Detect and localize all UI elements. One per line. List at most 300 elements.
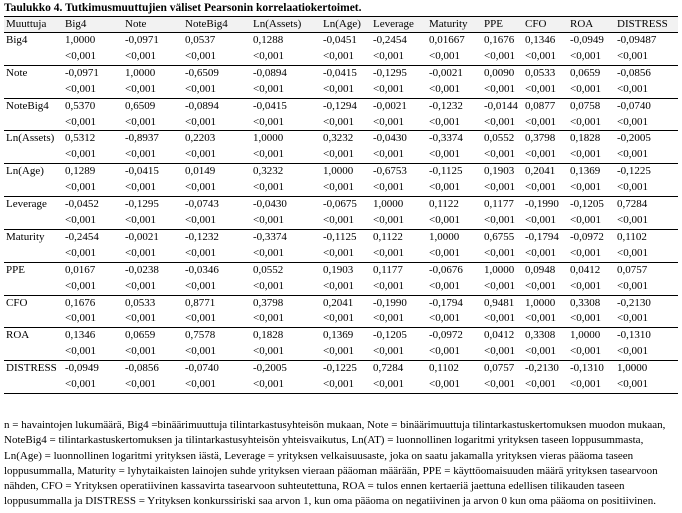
empty-cell xyxy=(4,49,63,65)
correlation-cell: 0,1102 xyxy=(429,362,459,375)
empty-cell xyxy=(4,377,63,393)
column-header: NoteBig4 xyxy=(183,17,251,33)
p-value-cell: <0,001 xyxy=(568,180,615,196)
correlation-cell: -0,0971 xyxy=(65,66,99,79)
correlation-cell: -0,0740 xyxy=(617,99,651,112)
correlation-cell: 0,3308 xyxy=(525,329,556,342)
correlation-cell: 1,0000 xyxy=(484,263,515,276)
p-value-cell: <0,001 xyxy=(183,377,251,393)
p-value-cell: <0,001 xyxy=(371,246,427,262)
correlation-cell: 0,0757 xyxy=(617,263,648,276)
row-label: ROA xyxy=(6,329,30,342)
table-footnote: n = havaintojen lukumäärä, Big4 =binäärimuuttuja tilintarkastusyhteisön mukaan, Note = binäärimuuttuja tilintarkastuskertomuksen muodon mukaan, NoteBig4 = tilintarkastuskertomuksen ja tilintarkastusyhteisön yhteisvaikutus, Ln(AT) = luonnollinen logaritmi yrityksen taseen loppusummasta, Ln(Age) = luonnollinen logaritmi yrityksen iästä, Leverage = yrityksen velkaisuusaste, joka on saatu jakamalla yrityksen vieras pääoma taseen loppusummalla, Maturity = lyhytaikaisten lainojen suhde yrityksen vieraan pääoman määrään, PPE = käyttöomaisuuden määrä yrityksen tasearvoon nähden, CFO = Yrityksen operatiivinen kassavirta tasearvoon suhteutettuna, ROA = tulos ennen kertaeriä jaettuna edellisen tilikauden taseen loppusummalla ja DISTRESS = Yrityksen konkurssiriski saa arvon 1, kun oma pääoma on negatiivinen ja arvon 0 kun oma pääoma on positiivinen. xyxy=(4,418,666,508)
p-value-cell: <0,001 xyxy=(427,344,482,360)
p-value-cell: <0,001 xyxy=(568,213,615,229)
correlation-cell: 0,1676 xyxy=(65,296,96,309)
correlation-cell: 0,1289 xyxy=(65,165,96,178)
column-header: DISTRESS xyxy=(615,17,678,33)
correlation-cell: -0,1125 xyxy=(323,230,357,243)
correlation-cell: 0,0090 xyxy=(484,66,515,79)
p-value-cell: <0,001 xyxy=(123,246,183,262)
p-value-cell: <0,001 xyxy=(482,49,523,65)
p-value-cell: <0,001 xyxy=(371,49,427,65)
p-value-cell: <0,001 xyxy=(523,180,568,196)
p-value-cell: <0,001 xyxy=(615,180,678,196)
correlation-cell: 0,0659 xyxy=(570,66,601,79)
table-row-pvalues xyxy=(4,213,678,229)
correlation-cell: -0,1205 xyxy=(373,329,407,342)
correlation-cell: -0,0949 xyxy=(570,34,604,46)
correlation-cell: 0,7284 xyxy=(373,362,404,375)
correlation-cell: 0,6755 xyxy=(484,230,515,243)
p-value-cell: <0,001 xyxy=(523,344,568,360)
correlation-cell: 0,01667 xyxy=(429,34,465,46)
p-value-cell: <0,001 xyxy=(371,180,427,196)
table-title: Taulukko 4. Tutkimusmuuttujien väliset Pearsonin korrelaatiokertoimet. xyxy=(4,2,362,14)
correlation-cell: -0,0972 xyxy=(429,329,463,342)
p-value-cell: <0,001 xyxy=(371,82,427,98)
column-header: Leverage xyxy=(371,17,427,33)
p-value-cell: <0,001 xyxy=(568,377,615,393)
p-value-cell: <0,001 xyxy=(123,147,183,163)
correlation-cell: 0,1177 xyxy=(373,263,403,276)
correlation-cell: 0,0537 xyxy=(185,34,216,46)
table-row-pvalues xyxy=(4,115,678,131)
p-value-cell: <0,001 xyxy=(321,213,371,229)
p-value-cell: <0,001 xyxy=(321,246,371,262)
correlation-cell: -0,0430 xyxy=(373,132,407,145)
correlation-cell: -0,1125 xyxy=(429,165,463,178)
correlation-cell: -0,0894 xyxy=(253,66,287,79)
row-label: Note xyxy=(6,66,28,79)
p-value-cell: <0,001 xyxy=(123,344,183,360)
correlation-cell: 0,9481 xyxy=(484,296,515,309)
p-value-cell: <0,001 xyxy=(523,147,568,163)
correlation-cell: 0,1828 xyxy=(570,132,601,145)
correlation-cell: -0,1295 xyxy=(373,66,407,79)
p-value-cell: <0,001 xyxy=(482,180,523,196)
p-value-cell: <0,001 xyxy=(251,213,321,229)
table-row-pvalues xyxy=(4,344,678,360)
column-header: Note xyxy=(123,17,183,33)
correlation-cell: 0,1369 xyxy=(323,329,354,342)
correlation-cell: 1,0000 xyxy=(617,362,648,375)
column-header: PPE xyxy=(482,17,523,33)
correlation-cell: 0,0149 xyxy=(185,165,216,178)
table-row xyxy=(4,197,678,213)
correlation-cell: -0,1205 xyxy=(570,198,604,211)
correlation-cell: 0,1102 xyxy=(617,230,647,243)
correlation-cell: -0,0675 xyxy=(323,198,357,211)
correlation-cell: -0,1295 xyxy=(125,198,159,211)
correlation-cell: 0,1903 xyxy=(323,263,354,276)
table-row xyxy=(4,229,678,245)
p-value-cell: <0,001 xyxy=(63,115,123,131)
p-value-cell: <0,001 xyxy=(63,311,123,327)
p-value-cell: <0,001 xyxy=(615,115,678,131)
correlation-cell: -0,1225 xyxy=(323,362,357,375)
p-value-cell: <0,001 xyxy=(615,311,678,327)
correlation-cell: 0,1122 xyxy=(429,198,459,211)
correlation-cell: -0,0452 xyxy=(65,198,99,211)
p-value-cell: <0,001 xyxy=(615,147,678,163)
p-value-cell: <0,001 xyxy=(321,82,371,98)
document xyxy=(4,2,678,510)
p-value-cell: <0,001 xyxy=(568,311,615,327)
correlation-cell: 0,8771 xyxy=(185,296,216,309)
correlation-cell: -0,3374 xyxy=(253,230,287,243)
correlation-cell: 1,0000 xyxy=(65,34,96,46)
correlation-cell: -0,1225 xyxy=(617,165,651,178)
row-label: NoteBig4 xyxy=(6,99,49,112)
correlation-cell: 0,0412 xyxy=(484,329,515,342)
p-value-cell: <0,001 xyxy=(568,246,615,262)
table-row xyxy=(4,131,678,147)
correlation-cell: 0,1369 xyxy=(570,165,601,178)
p-value-cell: <0,001 xyxy=(183,344,251,360)
p-value-cell: <0,001 xyxy=(183,213,251,229)
row-label: DISTRESS xyxy=(6,362,57,375)
p-value-cell: <0,001 xyxy=(371,344,427,360)
correlation-cell: 0,0533 xyxy=(125,296,156,309)
table-row-pvalues xyxy=(4,180,678,196)
p-value-cell: <0,001 xyxy=(123,49,183,65)
table-row-pvalues xyxy=(4,82,678,98)
p-value-cell: <0,001 xyxy=(427,377,482,393)
row-label: Maturity xyxy=(6,230,45,243)
correlation-cell: -0,1990 xyxy=(525,198,559,211)
p-value-cell: <0,001 xyxy=(321,147,371,163)
correlation-cell: -0,2130 xyxy=(617,296,651,309)
p-value-cell: <0,001 xyxy=(321,115,371,131)
correlation-cell: -0,0021 xyxy=(373,99,407,112)
correlation-cell: -0,0972 xyxy=(570,230,604,243)
correlation-cell: -0,0415 xyxy=(125,165,159,178)
correlation-cell: 0,3798 xyxy=(525,132,556,145)
correlation-cell: 0,5370 xyxy=(65,99,96,112)
correlation-cell: -0,1294 xyxy=(323,99,357,112)
p-value-cell: <0,001 xyxy=(63,377,123,393)
p-value-cell: <0,001 xyxy=(123,213,183,229)
correlation-cell: -0,0949 xyxy=(65,362,99,375)
p-value-cell: <0,001 xyxy=(568,147,615,163)
p-value-cell: <0,001 xyxy=(615,82,678,98)
p-value-cell: <0,001 xyxy=(427,213,482,229)
correlation-cell: -0,0415 xyxy=(253,99,287,112)
table-row-pvalues xyxy=(4,377,678,393)
p-value-cell: <0,001 xyxy=(251,82,321,98)
correlation-cell: -0,2130 xyxy=(525,362,559,375)
correlation-cell: -0,0894 xyxy=(185,99,219,112)
p-value-cell: <0,001 xyxy=(63,147,123,163)
p-value-cell: <0,001 xyxy=(482,115,523,131)
p-value-cell: <0,001 xyxy=(523,82,568,98)
correlation-cell: -0,0676 xyxy=(429,263,463,276)
correlation-cell: 0,0552 xyxy=(484,132,515,145)
p-value-cell: <0,001 xyxy=(482,311,523,327)
table-row-pvalues xyxy=(4,246,678,262)
correlation-cell: 1,0000 xyxy=(125,66,156,79)
p-value-cell: <0,001 xyxy=(371,311,427,327)
p-value-cell: <0,001 xyxy=(183,180,251,196)
p-value-cell: <0,001 xyxy=(523,213,568,229)
p-value-cell: <0,001 xyxy=(251,377,321,393)
p-value-cell: <0,001 xyxy=(427,180,482,196)
p-value-cell: <0,001 xyxy=(482,344,523,360)
row-label: Ln(Age) xyxy=(6,165,44,178)
correlation-cell: -0,09487 xyxy=(617,34,657,46)
correlation-cell: 0,1903 xyxy=(484,165,515,178)
p-value-cell: <0,001 xyxy=(251,115,321,131)
correlation-cell: -0,0346 xyxy=(185,263,219,276)
column-header: CFO xyxy=(523,17,568,33)
p-value-cell: <0,001 xyxy=(615,49,678,65)
table-row xyxy=(4,65,678,81)
correlation-cell: 0,6509 xyxy=(125,99,156,112)
empty-cell xyxy=(4,311,63,327)
correlation-cell: 0,0877 xyxy=(525,99,556,112)
table-row xyxy=(4,361,678,377)
p-value-cell: <0,001 xyxy=(482,377,523,393)
p-value-cell: <0,001 xyxy=(251,147,321,163)
correlation-cell: 1,0000 xyxy=(373,198,404,211)
p-value-cell: <0,001 xyxy=(63,180,123,196)
correlation-cell: -0,0144 xyxy=(484,99,518,112)
p-value-cell: <0,001 xyxy=(615,213,678,229)
correlation-table xyxy=(4,16,678,394)
p-value-cell: <0,001 xyxy=(251,279,321,295)
correlation-cell: -0,0856 xyxy=(617,66,651,79)
p-value-cell: <0,001 xyxy=(63,246,123,262)
correlation-cell: -0,3374 xyxy=(429,132,463,145)
p-value-cell: <0,001 xyxy=(371,377,427,393)
p-value-cell: <0,001 xyxy=(568,115,615,131)
p-value-cell: <0,001 xyxy=(251,311,321,327)
column-header: Ln(Age) xyxy=(321,17,371,33)
p-value-cell: <0,001 xyxy=(482,246,523,262)
p-value-cell: <0,001 xyxy=(183,311,251,327)
correlation-cell: -0,2454 xyxy=(65,230,99,243)
correlation-cell: -0,1794 xyxy=(429,296,463,309)
table-row-pvalues xyxy=(4,279,678,295)
p-value-cell: <0,001 xyxy=(251,344,321,360)
column-header: Maturity xyxy=(427,17,482,33)
column-header: Ln(Assets) xyxy=(251,17,321,33)
row-label: Leverage xyxy=(6,198,47,211)
p-value-cell: <0,001 xyxy=(427,246,482,262)
table-row xyxy=(4,328,678,344)
row-label: CFO xyxy=(6,296,28,309)
p-value-cell: <0,001 xyxy=(523,311,568,327)
p-value-cell: <0,001 xyxy=(568,279,615,295)
empty-cell xyxy=(4,344,63,360)
correlation-cell: 0,1288 xyxy=(253,34,284,46)
p-value-cell: <0,001 xyxy=(123,377,183,393)
correlation-cell: 0,1828 xyxy=(253,329,284,342)
correlation-cell: 1,0000 xyxy=(253,132,284,145)
p-value-cell: <0,001 xyxy=(427,311,482,327)
p-value-cell: <0,001 xyxy=(321,180,371,196)
correlation-cell: -0,0743 xyxy=(185,198,219,211)
correlation-cell: -0,2454 xyxy=(373,34,407,46)
p-value-cell: <0,001 xyxy=(568,49,615,65)
correlation-cell: 1,0000 xyxy=(323,165,354,178)
correlation-cell: 1,0000 xyxy=(525,296,556,309)
correlation-cell: -0,0856 xyxy=(125,362,159,375)
p-value-cell: <0,001 xyxy=(63,49,123,65)
empty-cell xyxy=(4,115,63,131)
correlation-cell: 0,0757 xyxy=(484,362,515,375)
empty-cell xyxy=(4,82,63,98)
p-value-cell: <0,001 xyxy=(321,344,371,360)
p-value-cell: <0,001 xyxy=(63,344,123,360)
correlation-cell: -0,0451 xyxy=(323,34,357,46)
correlation-cell: 0,1676 xyxy=(484,34,515,46)
correlation-cell: 0,2041 xyxy=(525,165,556,178)
correlation-cell: 0,0552 xyxy=(253,263,284,276)
correlation-cell: 0,3798 xyxy=(253,296,284,309)
correlation-cell: -0,6753 xyxy=(373,165,407,178)
correlation-cell: -0,0021 xyxy=(125,230,159,243)
correlation-cell: 0,5312 xyxy=(65,132,96,145)
correlation-cell: 0,7284 xyxy=(617,198,648,211)
correlation-cell: 0,2041 xyxy=(323,296,354,309)
p-value-cell: <0,001 xyxy=(63,82,123,98)
p-value-cell: <0,001 xyxy=(615,279,678,295)
row-label: Ln(Assets) xyxy=(6,132,55,145)
table-row-pvalues xyxy=(4,147,678,163)
p-value-cell: <0,001 xyxy=(615,377,678,393)
table-body xyxy=(4,33,678,394)
p-value-cell: <0,001 xyxy=(371,279,427,295)
table-row xyxy=(4,164,678,180)
p-value-cell: <0,001 xyxy=(427,279,482,295)
correlation-cell: -0,2005 xyxy=(253,362,287,375)
p-value-cell: <0,001 xyxy=(183,279,251,295)
p-value-cell: <0,001 xyxy=(123,82,183,98)
p-value-cell: <0,001 xyxy=(183,246,251,262)
p-value-cell: <0,001 xyxy=(321,311,371,327)
p-value-cell: <0,001 xyxy=(123,311,183,327)
correlation-cell: 0,0659 xyxy=(125,329,156,342)
correlation-cell: -0,0021 xyxy=(429,66,463,79)
p-value-cell: <0,001 xyxy=(183,82,251,98)
table-row xyxy=(4,98,678,114)
empty-cell xyxy=(4,246,63,262)
correlation-cell: 1,0000 xyxy=(429,230,460,243)
column-header: Big4 xyxy=(63,17,123,33)
table-row xyxy=(4,33,678,49)
empty-cell xyxy=(4,213,63,229)
column-header: Muuttuja xyxy=(4,17,63,33)
row-label: PPE xyxy=(6,263,25,276)
p-value-cell: <0,001 xyxy=(251,246,321,262)
p-value-cell: <0,001 xyxy=(615,344,678,360)
p-value-cell: <0,001 xyxy=(568,82,615,98)
correlation-cell: 0,1177 xyxy=(484,198,514,211)
p-value-cell: <0,001 xyxy=(63,279,123,295)
correlation-cell: -0,0430 xyxy=(253,198,287,211)
p-value-cell: <0,001 xyxy=(523,246,568,262)
correlation-cell: 0,1346 xyxy=(525,34,556,46)
correlation-cell: -0,1310 xyxy=(617,329,651,342)
table-row-pvalues xyxy=(4,311,678,327)
p-value-cell: <0,001 xyxy=(123,180,183,196)
p-value-cell: <0,001 xyxy=(63,213,123,229)
p-value-cell: <0,001 xyxy=(427,115,482,131)
correlation-cell: 0,1122 xyxy=(373,230,403,243)
correlation-cell: -0,8937 xyxy=(125,132,159,145)
correlation-cell: 1,0000 xyxy=(570,329,601,342)
table-row-pvalues xyxy=(4,49,678,65)
p-value-cell: <0,001 xyxy=(482,147,523,163)
p-value-cell: <0,001 xyxy=(482,213,523,229)
correlation-cell: 0,0948 xyxy=(525,263,556,276)
p-value-cell: <0,001 xyxy=(523,115,568,131)
correlation-cell: 0,3232 xyxy=(323,132,354,145)
p-value-cell: <0,001 xyxy=(371,147,427,163)
p-value-cell: <0,001 xyxy=(371,213,427,229)
correlation-cell: 0,3308 xyxy=(570,296,601,309)
p-value-cell: <0,001 xyxy=(321,49,371,65)
correlation-cell: -0,0740 xyxy=(185,362,219,375)
p-value-cell: <0,001 xyxy=(321,279,371,295)
correlation-cell: 0,0533 xyxy=(525,66,556,79)
p-value-cell: <0,001 xyxy=(371,115,427,131)
correlation-cell: -0,1990 xyxy=(373,296,407,309)
p-value-cell: <0,001 xyxy=(123,115,183,131)
p-value-cell: <0,001 xyxy=(251,180,321,196)
correlation-cell: -0,2005 xyxy=(617,132,651,145)
correlation-cell: -0,6509 xyxy=(185,66,219,79)
row-label: Big4 xyxy=(6,34,28,46)
correlation-cell: -0,0415 xyxy=(323,66,357,79)
p-value-cell: <0,001 xyxy=(251,49,321,65)
correlation-cell: -0,1310 xyxy=(570,362,604,375)
p-value-cell: <0,001 xyxy=(615,246,678,262)
correlation-cell: 0,1346 xyxy=(65,329,96,342)
p-value-cell: <0,001 xyxy=(427,49,482,65)
p-value-cell: <0,001 xyxy=(523,49,568,65)
correlation-cell: 0,2203 xyxy=(185,132,216,145)
table-header-row xyxy=(4,17,678,33)
correlation-cell: -0,1232 xyxy=(185,230,219,243)
p-value-cell: <0,001 xyxy=(523,279,568,295)
p-value-cell: <0,001 xyxy=(183,49,251,65)
p-value-cell: <0,001 xyxy=(427,147,482,163)
p-value-cell: <0,001 xyxy=(523,377,568,393)
empty-cell xyxy=(4,180,63,196)
p-value-cell: <0,001 xyxy=(183,115,251,131)
table-row xyxy=(4,262,678,278)
correlation-cell: -0,0238 xyxy=(125,263,159,276)
p-value-cell: <0,001 xyxy=(321,377,371,393)
table-row xyxy=(4,295,678,311)
correlation-cell: -0,1232 xyxy=(429,99,463,112)
empty-cell xyxy=(4,147,63,163)
correlation-cell: 0,0167 xyxy=(65,263,96,276)
correlation-cell: 0,7578 xyxy=(185,329,216,342)
empty-cell xyxy=(4,279,63,295)
p-value-cell: <0,001 xyxy=(183,147,251,163)
p-value-cell: <0,001 xyxy=(568,344,615,360)
p-value-cell: <0,001 xyxy=(482,279,523,295)
correlation-cell: -0,1794 xyxy=(525,230,559,243)
correlation-cell: 0,3232 xyxy=(253,165,284,178)
column-header: ROA xyxy=(568,17,615,33)
p-value-cell: <0,001 xyxy=(427,82,482,98)
correlation-cell: 0,0758 xyxy=(570,99,601,112)
